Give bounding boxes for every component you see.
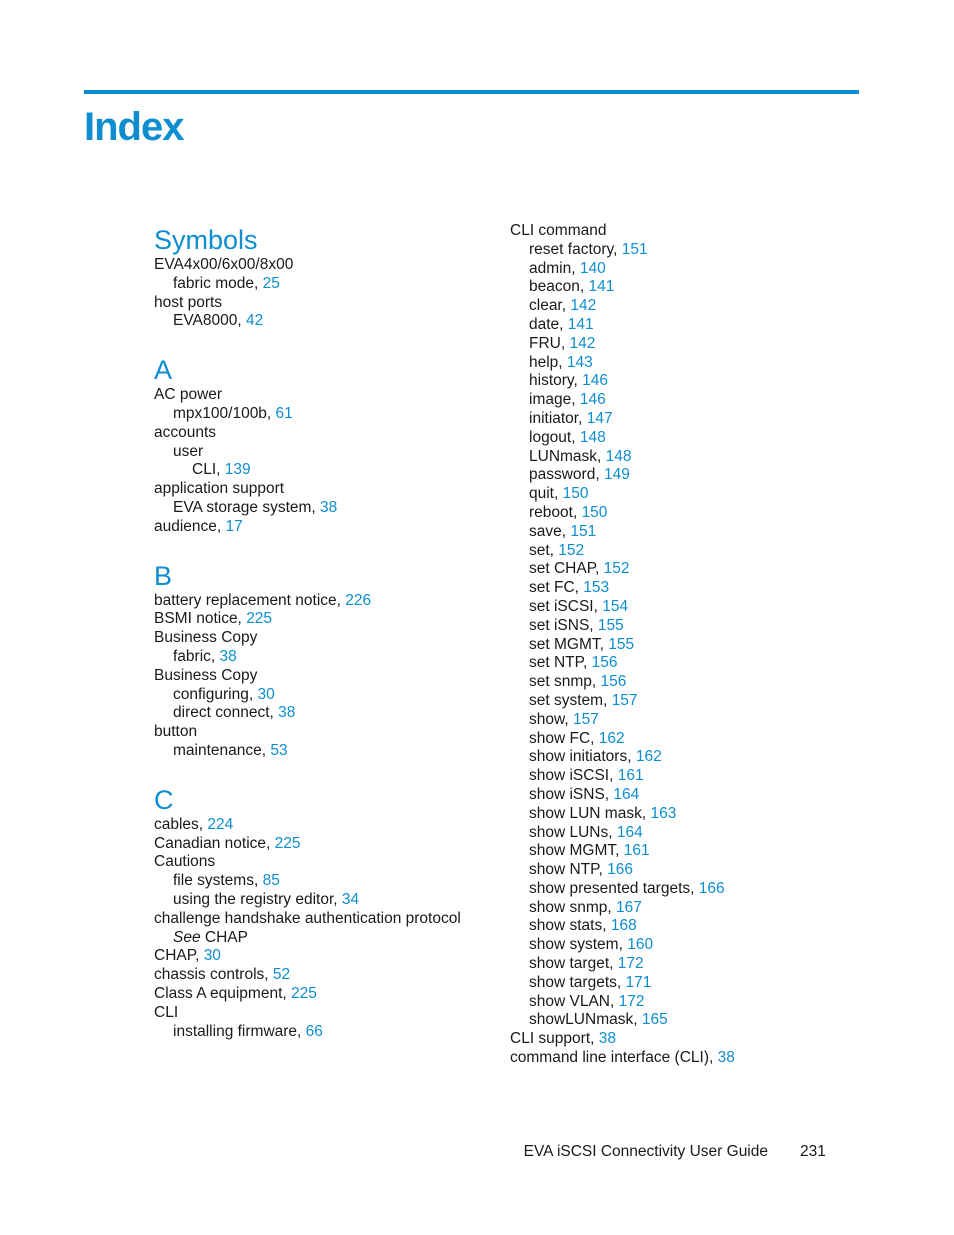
index-entry [510,372,850,391]
index-entry [510,241,850,260]
page-link[interactable]: 42 [245,312,264,330]
page-link[interactable]: 38 [320,498,338,516]
index-term: CLI [154,1003,179,1021]
index-entry [154,480,494,499]
page-link[interactable]: 225 [246,610,273,628]
index-term: password, [529,466,604,484]
page-link[interactable]: 166 [698,879,725,897]
index-entry [154,629,494,648]
page-link[interactable]: 157 [611,691,638,709]
index-term: set system, [529,691,612,709]
index-entry [154,312,494,331]
index-term: direct connect, [173,704,279,722]
index-entry [510,278,850,297]
index-entry [510,767,850,786]
index-term: image, [529,391,580,409]
page-link[interactable]: 17 [225,517,243,535]
index-entry [510,711,850,730]
index-term: show snmp, [529,898,617,916]
index-entry [154,816,494,835]
index-term: battery replacement notice, [154,591,346,609]
index-term: Business Copy [154,666,258,684]
index-entry [510,880,850,899]
page-link[interactable]: 155 [608,635,635,653]
page-link[interactable]: 171 [625,973,652,991]
page-link[interactable]: 151 [621,240,648,258]
index-entry [510,842,850,861]
index-entry [510,485,850,504]
index-entry [154,386,494,405]
index-entry [510,748,850,767]
index-column-left [154,224,494,1041]
index-entry [510,936,850,955]
index-term: Business Copy [154,629,258,647]
page-link[interactable]: 165 [641,1011,668,1029]
index-entry [154,891,494,910]
index-term: reboot, [529,503,582,521]
index-entry [154,518,494,537]
index-entry [510,560,850,579]
page-link[interactable]: 141 [588,278,615,296]
index-entry [154,742,494,761]
page-link[interactable]: 150 [581,503,608,521]
index-entry [510,993,850,1012]
index-entry [510,260,850,279]
index-term: user [173,442,204,460]
index-term: reset factory, [529,240,622,258]
index-entry [510,917,850,936]
page-link[interactable]: 162 [598,729,625,747]
footer-page-number: 231 [800,1143,826,1160]
index-entry [154,723,494,742]
index-entry [510,297,850,316]
page-link[interactable]: 147 [586,409,613,427]
index-entry [154,499,494,518]
page-link[interactable]: 141 [567,315,594,333]
index-term: show target, [529,955,618,973]
page-link[interactable]: 53 [270,741,288,759]
index-term: show NTP, [529,861,608,879]
index-entry [510,730,850,749]
index-entry [510,805,850,824]
page-link[interactable]: 148 [605,447,632,465]
index-term: help, [529,353,567,371]
index-entry [154,853,494,872]
index-entry [510,899,850,918]
index-entry [154,947,494,966]
index-entry [154,648,494,667]
index-term: application support [154,480,285,498]
index-term: fabric, [173,647,220,665]
index-entry [510,955,850,974]
index-term: set NTP, [529,654,592,672]
title-rule [84,90,859,94]
page-link[interactable]: 34 [341,890,360,908]
index-term: show targets, [529,973,626,991]
index-term: show initiators, [529,748,636,766]
index-term: show iSNS, [529,785,614,803]
index-term: challenge handshake authentication protocol [154,909,461,927]
index-term: show LUN mask, [529,804,651,822]
index-entry [510,391,850,410]
index-term: initiator, [529,409,587,427]
page-link[interactable]: 168 [610,917,637,935]
index-entry [510,523,850,542]
page-link[interactable]: 142 [570,297,597,315]
page-link[interactable]: 153 [583,579,610,597]
index-entry [510,654,850,673]
page-link[interactable]: 146 [582,372,608,390]
index-entry [154,872,494,891]
index-term: set MGMT, [529,635,609,653]
index-entry [154,256,494,275]
index-term: show FC, [529,729,599,747]
index-entry [154,592,494,611]
index-term: set CHAP, [529,560,604,578]
index-entry [510,410,850,429]
index-term: audience, [154,517,226,535]
index-term: set iSCSI, [529,597,603,615]
index-entry [510,636,850,655]
index-term: set snmp, [529,673,601,691]
index-term: button [154,723,198,741]
page-link[interactable]: 85 [262,872,280,890]
page-link[interactable]: 61 [275,404,293,422]
page-link[interactable]: 152 [558,541,585,559]
page-link[interactable]: 38 [278,704,296,722]
page-footer [0,1143,954,1165]
index-term: FRU, [529,334,570,352]
page-link[interactable]: 38 [717,1049,735,1067]
index-entry [154,704,494,723]
see-reference: See [173,928,201,946]
page-link[interactable]: 25 [262,274,280,292]
index-term: show MGMT, [529,842,624,860]
index-entry [154,1004,494,1023]
page-link[interactable]: 148 [579,428,606,446]
page-link[interactable]: 52 [272,966,291,984]
index-term: LUNmask, [529,447,606,465]
index-term: using the registry editor, [173,890,342,908]
index-term: Class A equipment, [154,984,291,1002]
index-entry [510,429,850,448]
page-link[interactable]: 172 [618,992,645,1010]
index-term: AC power [154,386,223,404]
index-entry [154,985,494,1004]
index-term: mpx100/100b, [173,404,276,422]
index-entry [154,686,494,705]
index-term: beacon, [529,278,589,296]
index-term: configuring, [173,685,258,703]
page-link[interactable]: 150 [562,485,589,503]
index-entry [154,966,494,985]
page-link[interactable]: 151 [570,522,597,540]
page-link[interactable]: 167 [616,898,642,916]
index-term: maintenance, [173,741,271,759]
index-entry [510,1011,850,1030]
page-link[interactable]: 224 [207,815,234,833]
index-term: show presented targets, [529,879,699,897]
index-entry [510,861,850,880]
page-link[interactable]: 140 [579,259,606,277]
index-entry [154,929,494,948]
section-heading: C [154,784,174,815]
index-entry [510,598,850,617]
index-entry [510,222,850,241]
index-term: admin, [529,259,580,277]
page-link[interactable]: 163 [650,804,677,822]
index-entry [510,617,850,636]
index-entry [154,275,494,294]
index-term: show LUNs, [529,823,617,841]
index-term: show iSCSI, [529,767,618,785]
index-entry [154,910,494,929]
index-term: show system, [529,936,628,954]
index-entry [510,1030,850,1049]
index-entry [154,1023,494,1042]
index-entry [154,405,494,424]
page-link[interactable]: 161 [623,842,650,860]
section-heading: Symbols [154,225,258,255]
index-column-right [510,222,850,1068]
page-link[interactable]: 164 [613,785,640,803]
page-link[interactable]: 38 [598,1030,616,1048]
page-link[interactable]: 226 [345,591,372,609]
index-term: Canadian notice, [154,834,275,852]
index-entry [154,461,494,480]
index-term: set, [529,541,559,559]
page-link[interactable]: 154 [602,597,629,615]
index-term: EVA4x00/6x00/8x00 [154,256,294,273]
index-entry [510,786,850,805]
index-entry [510,692,850,711]
page-link[interactable]: 30 [203,947,221,965]
index-entry [510,542,850,561]
index-term: EVA8000, [173,312,246,330]
index-entry [510,504,850,523]
page-link[interactable]: 149 [603,466,630,484]
index-entry [154,610,494,629]
page-link[interactable]: 157 [572,710,599,728]
index-term: save, [529,522,571,540]
index-entry [510,974,850,993]
page-link[interactable]: 172 [617,955,644,973]
footer-doc-title: EVA iSCSI Connectivity User Guide [523,1143,768,1160]
page-link[interactable]: 30 [257,685,275,703]
page-link[interactable]: 66 [305,1022,323,1040]
page-link[interactable]: 156 [591,654,618,672]
page-link[interactable]: 166 [607,861,633,879]
index-entry [154,424,494,443]
page-link[interactable]: 146 [579,391,606,409]
page-title: Index [84,105,184,149]
index-term: chassis controls, [154,966,273,984]
index-term: EVA storage system, [173,498,321,516]
page-link[interactable]: 156 [600,673,627,691]
index-entry [154,443,494,462]
index-entry [510,316,850,335]
page-link[interactable]: 162 [635,748,662,766]
index-term: CLI command [510,222,607,239]
index-term: date, [529,315,568,333]
page-link[interactable]: 225 [291,984,317,1002]
section-heading: A [154,355,173,386]
page-link[interactable]: 143 [566,353,593,371]
index-entry [510,354,850,373]
index-term: BSMI notice, [154,610,247,628]
index-term: installing firmware, [173,1022,306,1040]
index-entry [510,824,850,843]
index-entry [154,294,494,313]
index-term: showLUNmask, [529,1011,642,1029]
index-entry [154,835,494,854]
index-term: show stats, [529,917,611,935]
index-term: cables, [154,815,208,833]
index-term: quit, [529,485,563,503]
index-term: file systems, [173,872,263,890]
index-term: set FC, [529,579,584,597]
page-link[interactable]: 155 [597,616,624,634]
page-link[interactable]: 38 [219,647,237,665]
page-link[interactable]: 142 [569,334,596,352]
index-term: Cautions [154,853,216,871]
page-link[interactable]: 225 [274,834,301,852]
index-term: logout, [529,428,580,446]
index-term: CLI, [192,461,225,479]
index-entry [510,466,850,485]
page-link[interactable]: 160 [627,936,654,954]
index-term: accounts [154,423,217,441]
index-entry [154,667,494,686]
page-link[interactable]: 139 [224,461,251,479]
page-link[interactable]: 161 [617,767,644,785]
index-entry [510,1049,850,1068]
index-term: command line interface (CLI), [510,1049,718,1067]
index-term: history, [529,372,583,390]
index-term: CLI support, [510,1030,599,1048]
index-term: fabric mode, [173,274,263,292]
index-term: host ports [154,293,223,311]
section-heading: B [154,560,173,591]
index-term: CHAP [200,928,248,946]
index-term: clear, [529,297,571,315]
index-term: show, [529,710,573,728]
index-entry [510,448,850,467]
index-term: show VLAN, [529,992,619,1010]
page-link[interactable]: 164 [616,823,643,841]
index-entry [510,579,850,598]
index-entry [510,335,850,354]
index-term: CHAP, [154,947,204,965]
page-link[interactable]: 152 [603,560,630,578]
index-term: set iSNS, [529,616,598,634]
index-entry [510,673,850,692]
